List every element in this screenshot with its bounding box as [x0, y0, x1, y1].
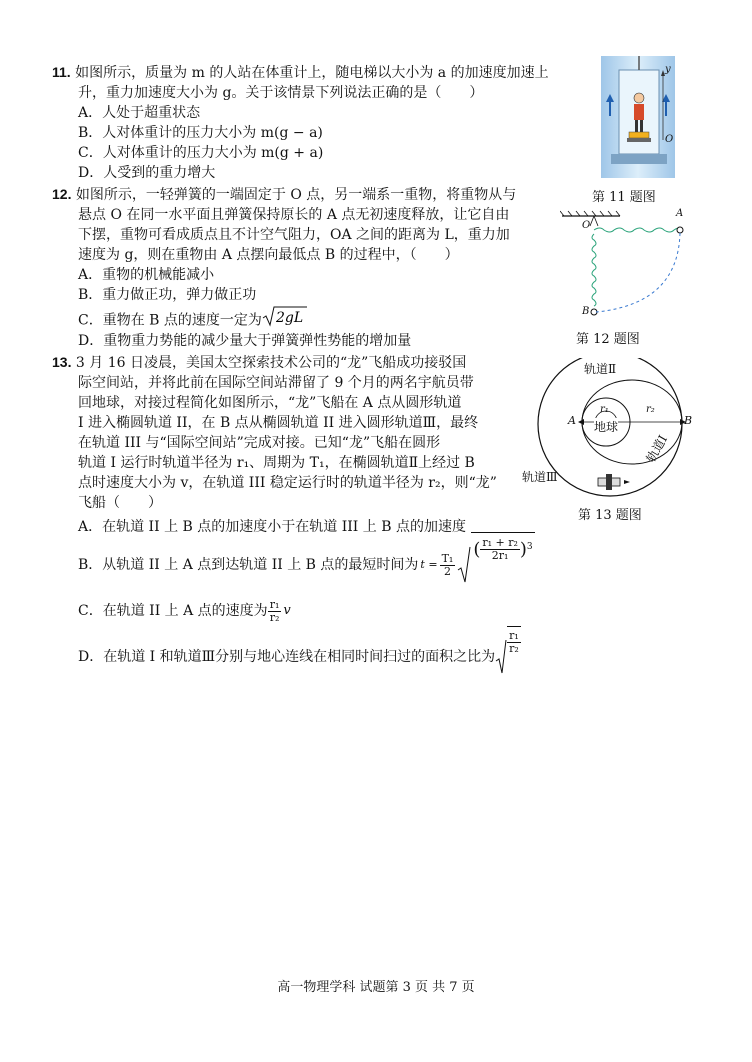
option-c: C．人对体重计的压力大小为 m(g + a)	[78, 145, 324, 161]
option-d: D．在轨道 I 和轨道Ⅲ分别与地心连线在相同时间扫过的面积之比为 $\frac{\text{r₁}}{\text{r₂}}$	[52, 637, 535, 677]
question-text: 际空间站，并将此前在国际空间站滞留了 9 个月的两名宇航员带	[78, 375, 474, 391]
figure-12-spring-pendulum	[560, 208, 690, 324]
question-text: 下摆，重物可看成质点且不计空气阻力，OA 之间的距离为 L，重力加	[78, 227, 510, 243]
question-text: 速度为 g，则在重物由 A 点摆向最低点 B 的过程中，（ ）	[78, 247, 459, 263]
page-footer: 高一物理学科 试题第 3 页 共 7 页	[277, 980, 475, 995]
fraction-t1-over-2: $\frac{\text{T₁}}{2}$	[441, 551, 454, 578]
question-text: 升，重力加速度大小为 g。关于该情景下列说法正确的是（ ）	[78, 85, 484, 101]
option-c: C．重物在 B 点的速度一定为 2gL	[52, 305, 516, 331]
question-text: 点时速度大小为 v，在轨道 III 稳定运行时的轨道半径为 r₂，则“龙”	[78, 475, 497, 491]
axis-label-o: O	[665, 134, 674, 145]
option-c: C．在轨道 II 上 A 点的速度为 $\frac{\text{r₁}}{\text{r₂}}$ v	[78, 597, 291, 624]
question-11	[52, 62, 549, 183]
option-b: B．人对体重计的压力大小为 m(g − a)	[78, 125, 323, 141]
question-13	[52, 352, 535, 677]
earth-label: 地球	[594, 420, 619, 434]
question-number: 13.	[52, 354, 72, 370]
question-text: 悬点 O 在同一水平面且弹簧保持原长的 A 点无初速度释放，让它自由	[78, 207, 510, 223]
orbit-label-2: 轨道Ⅱ	[584, 362, 617, 376]
point-label-b: B	[684, 414, 693, 427]
figure-11-caption: 第 11 题图	[592, 190, 656, 205]
question-text: 回地球，对接过程简化如图所示，“龙”飞船在 A 点从圆形轨道	[78, 395, 462, 411]
figure-13-orbits	[520, 358, 694, 498]
option-a: A．在轨道 II 上 B 点的加速度小于在轨道 III 上 B 点的加速度	[78, 519, 466, 535]
question-number: 12.	[52, 186, 72, 202]
question-text: 如图所示，一轻弹簧的一端固定于 O 点，另一端系一重物，将重物从与	[75, 187, 517, 203]
question-text: 在轨道 III 与“国际空间站”完成对接。已知“龙”飞船在圆形	[78, 435, 441, 451]
question-text: I 进入椭圆轨道 II，在 B 点从椭圆轨道 II 进入圆形轨道Ⅲ，最终	[78, 415, 479, 431]
sqrt-r1-over-r2: $\frac{\text{r₁}}{\text{r₂}}$	[495, 639, 521, 675]
question-text: 轨道 I 运行时轨道半径为 r₁、周期为 T₁，在椭圆轨道Ⅱ上经过 B	[78, 455, 475, 471]
point-label-a: A	[676, 208, 684, 219]
point-label-o: O	[582, 220, 591, 231]
fraction-r1-over-r2: $\frac{\text{r₁}}{\text{r₂}}$	[269, 597, 280, 624]
option-a: A．人处于超重状态	[78, 105, 201, 121]
option-a: A．重物的机械能减小	[78, 267, 215, 283]
figure-11-elevator	[601, 56, 675, 178]
question-text: 3 月 16 日凌晨，美国太空探索技术公司的“龙”飞船成功接驳国	[75, 355, 467, 371]
point-label-b: B	[582, 306, 590, 317]
option-d: D．重物重力势能的减少量大于弹簧弹性势能的增加量	[78, 333, 412, 349]
radius-label-r1: r₁	[600, 404, 609, 415]
radius-label-r2: r₂	[646, 404, 655, 415]
point-label-a: A	[568, 414, 576, 427]
option-b: B．重力做正功，弹力做正功	[78, 287, 257, 303]
question-text: 如图所示，质量为 m 的人站在体重计上，随电梯以大小为 a 的加速度加速上	[75, 65, 549, 81]
axis-label-y: y	[665, 64, 671, 75]
question-12	[52, 184, 516, 351]
orbit-label-1: 轨道Ⅰ	[643, 432, 671, 465]
option-d: D．人受到的重力增大	[78, 165, 216, 181]
option-b: B．从轨道 II 上 A 点到达轨道 II 上 B 点的最短时间为 t = $\frac{\text{T₁}}{2}$ ( $\frac{\text{r₁ + r₂}}{\text{2r₁}}$ ) 3	[52, 545, 535, 585]
figure-13-caption: 第 13 题图	[578, 508, 642, 523]
question-text: 飞船（ ）	[78, 495, 162, 511]
svg-text:2gL: 2gL	[275, 310, 304, 326]
sqrt-cubed-ratio: ( $\frac{\text{r₁ + r₂}}{\text{2r₁}}$ ) 3	[457, 546, 534, 584]
question-number: 11.	[52, 64, 71, 80]
orbit-label-3: 轨道Ⅲ	[522, 470, 558, 484]
figure-12-caption: 第 12 题图	[576, 332, 640, 347]
